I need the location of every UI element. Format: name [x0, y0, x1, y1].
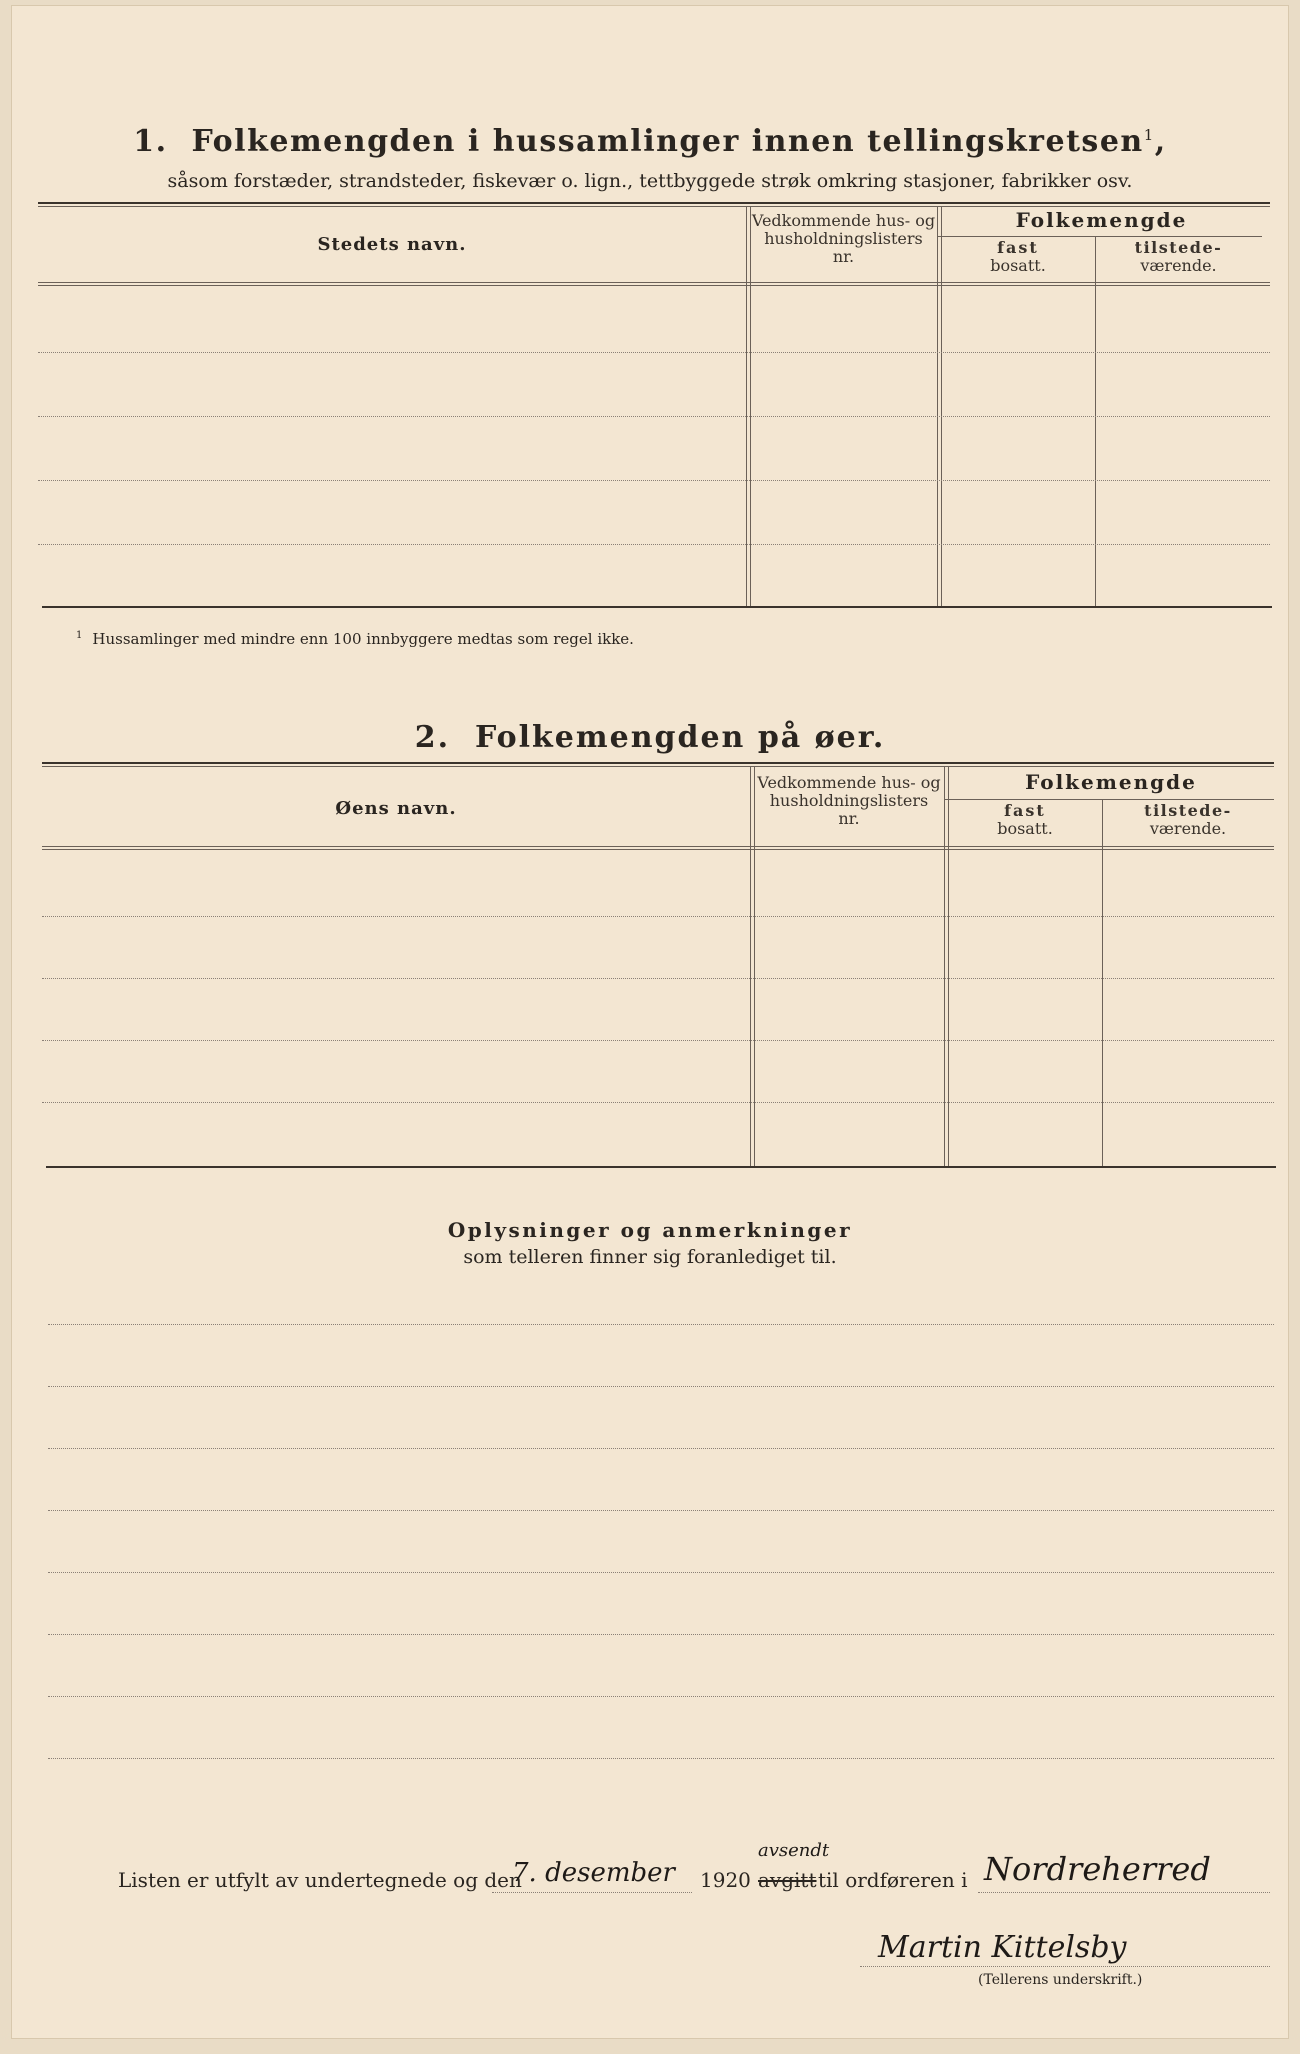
column-header-present: tilstede- værende.: [1134, 238, 1223, 275]
handwritten-signature: Martin Kittelsby: [878, 1930, 1127, 1965]
footnote-mark: 1: [1143, 126, 1155, 144]
table-row: [42, 916, 1274, 917]
writing-line: [48, 1696, 1274, 1697]
column-header-place-name: Stedets navn.: [317, 234, 467, 255]
struck-word: avgitt: [758, 1868, 817, 1892]
table-row: [38, 544, 1270, 545]
table-row: [38, 416, 1270, 417]
section1-title: 1. Folkemengden i hussamlinger innen tellingskretsen$^1$,: [133, 124, 1167, 159]
writing-line: [48, 1572, 1274, 1573]
writing-line: [48, 1634, 1274, 1635]
census-form-page: [12, 6, 1288, 2038]
signature-year: 1920: [700, 1868, 751, 1892]
writing-line: [48, 1448, 1274, 1449]
column-header-population: Folkemengde: [1025, 770, 1197, 794]
handwritten-date: 7. desember: [512, 1858, 675, 1888]
column-header-island-name: Øens navn.: [335, 798, 457, 819]
remarks-subtitle: som telleren finner sig foranlediget til.: [463, 1246, 837, 1268]
column-header-list-number: Vedkommende hus- og husholdningslisters nr.: [751, 211, 936, 266]
column-header-present: tilstede- værende.: [1144, 801, 1232, 838]
table-row: [42, 1102, 1274, 1103]
writing-line: [48, 1510, 1274, 1511]
table-row: [42, 1040, 1274, 1041]
handwritten-place: Nordreherred: [984, 1850, 1211, 1888]
column-header-resident: fast bosatt.: [990, 238, 1046, 275]
section1-footnote: $^1$ Hussamlinger med mindre enn 100 innbyggere medtas som regel ikke.: [76, 630, 634, 648]
table-row: [38, 480, 1270, 481]
handwritten-inserted-word: avsendt: [758, 1840, 830, 1861]
signature-middle: til ordføreren i: [818, 1868, 968, 1892]
writing-line: [48, 1386, 1274, 1387]
signature-caption: (Tellerens underskrift.): [978, 1972, 1143, 1988]
section2-title: 2. Folkemengden på øer.: [414, 720, 886, 755]
column-header-population: Folkemengde: [1015, 208, 1188, 232]
writing-line: [48, 1324, 1274, 1325]
section1-subtitle: såsom forstæder, strandsteder, fiskevær o. lign., tettbyggede strøk omkring stasjoner, fabrikker osv.: [167, 170, 1133, 192]
table-row: [42, 978, 1274, 979]
column-header-list-number: Vedkommende hus- og husholdningslisters nr.: [757, 773, 941, 828]
column-header-resident: fast bosatt.: [997, 801, 1053, 838]
table-row: [38, 352, 1270, 353]
writing-line: [48, 1758, 1274, 1759]
remarks-title: Oplysninger og anmerkninger: [447, 1218, 853, 1242]
signature-prefix: Listen er utfylt av undertegnede og den: [118, 1868, 522, 1892]
